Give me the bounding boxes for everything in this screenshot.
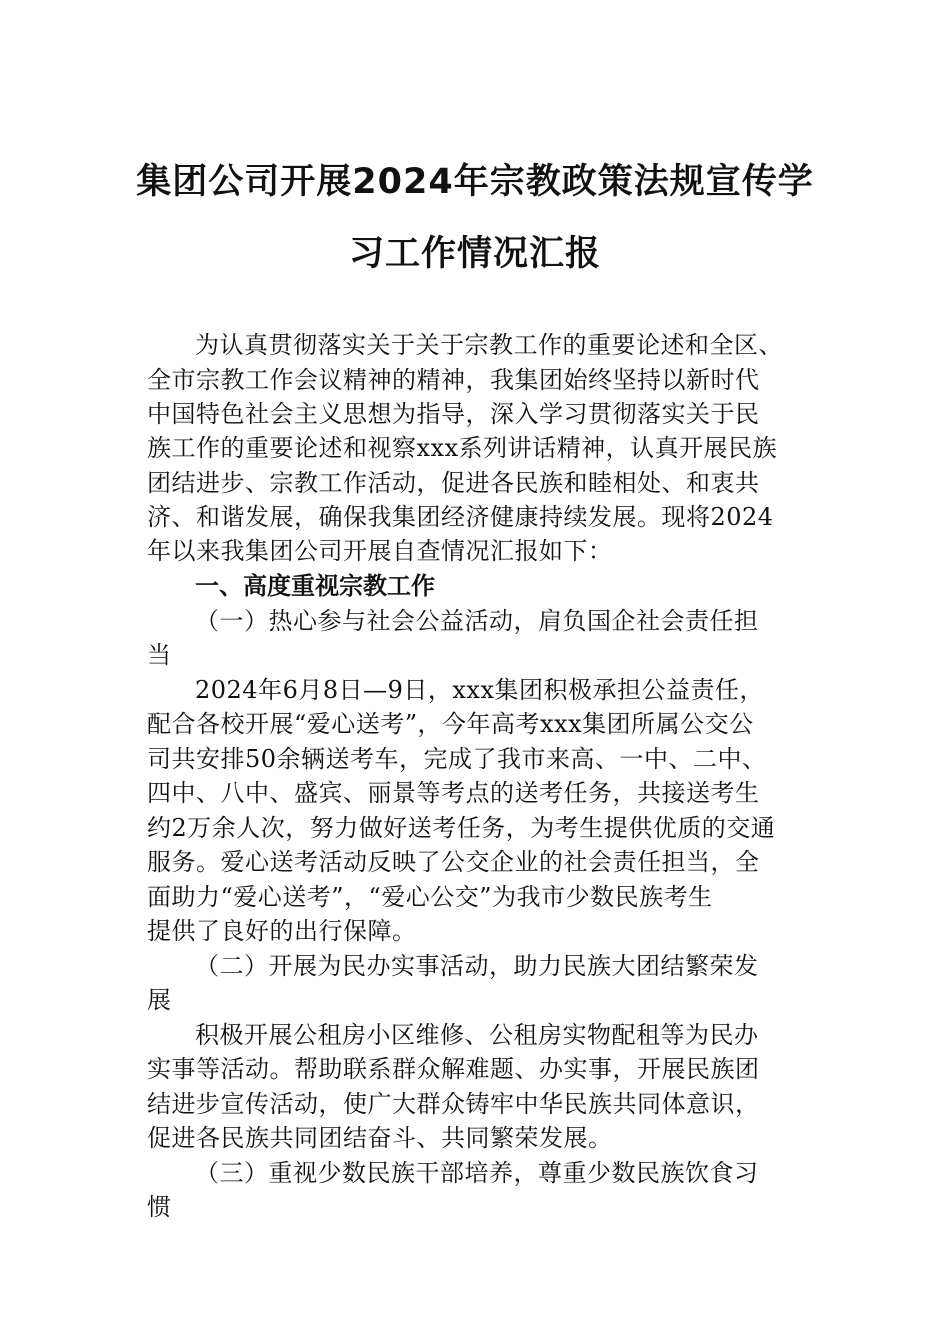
body-line: 促进各民族共同团结奋斗、共同繁荣发展。 [147, 1124, 613, 1152]
body-line: 面助力“爱心送考”，“爱心公交”为我市少数民族考生 [147, 883, 713, 911]
intro-line: 济、和谐发展，确保我集团经济健康持续发展。现将2024 [147, 503, 774, 531]
body-line: 约2万余人次，努力做好送考任务，为考生提供优质的交通 [147, 814, 776, 842]
intro-line: 为认真贯彻落实关于关于宗教工作的重要论述和全区、 [195, 331, 783, 359]
body-line: 四中、八中、盛宾、丽景等考点的送考任务，共接送考生 [147, 779, 760, 807]
intro-line: 年以来我集团公司开展自查情况汇报如下： [147, 537, 613, 565]
body-line: 服务。爱心送考活动反映了公交企业的社会责任担当，全 [147, 848, 760, 876]
subsection-heading: 展 [147, 986, 172, 1014]
intro-line: 族工作的重要论述和视察xxx系列讲话精神，认真开展民族 [147, 434, 778, 462]
body-line: 配合各校开展“爱心送考”，今年高考xxx集团所属公交公 [147, 710, 754, 738]
body-line: 结进步宣传活动，使广大群众铸牢中华民族共同体意识， [147, 1090, 760, 1118]
intro-line: 团结进步、宗教工作活动，促进各民族和睦相处、和衷共 [147, 469, 760, 497]
subsection-heading: 惯 [147, 1193, 172, 1221]
body-line: 2024年6月8日—9日，xxx集团积极承担公益责任， [195, 676, 764, 704]
document-title-line-1: 集团公司开展2024年宗教政策法规宣传学 [136, 162, 814, 202]
intro-line: 中国特色社会主义思想为指导，深入学习贯彻落实关于民 [147, 400, 760, 428]
subsection-heading: （一）热心参与社会公益活动，肩负国企社会责任担 [195, 607, 759, 635]
body-line: 积极开展公租房小区维修、公租房实物配租等为民办 [195, 1021, 759, 1049]
intro-line: 全市宗教工作会议精神的精神，我集团始终坚持以新时代 [147, 366, 760, 394]
body-line: 实事等活动。帮助联系群众解难题、办实事，开展民族团 [147, 1055, 760, 1083]
body-line: 提供了良好的出行保障。 [147, 917, 417, 945]
subsection-heading: （二）开展为民办实事活动，助力民族大团结繁荣发 [195, 952, 759, 980]
section-heading: 一、高度重视宗教工作 [195, 572, 435, 600]
document-title-line-2: 习工作情况汇报 [348, 234, 601, 274]
subsection-heading: （三）重视少数民族干部培养，尊重少数民族饮食习 [195, 1159, 759, 1187]
subsection-heading: 当 [147, 641, 172, 669]
body-line: 司共安排50余辆送考车，完成了我市来高、一中、二中、 [147, 745, 767, 773]
